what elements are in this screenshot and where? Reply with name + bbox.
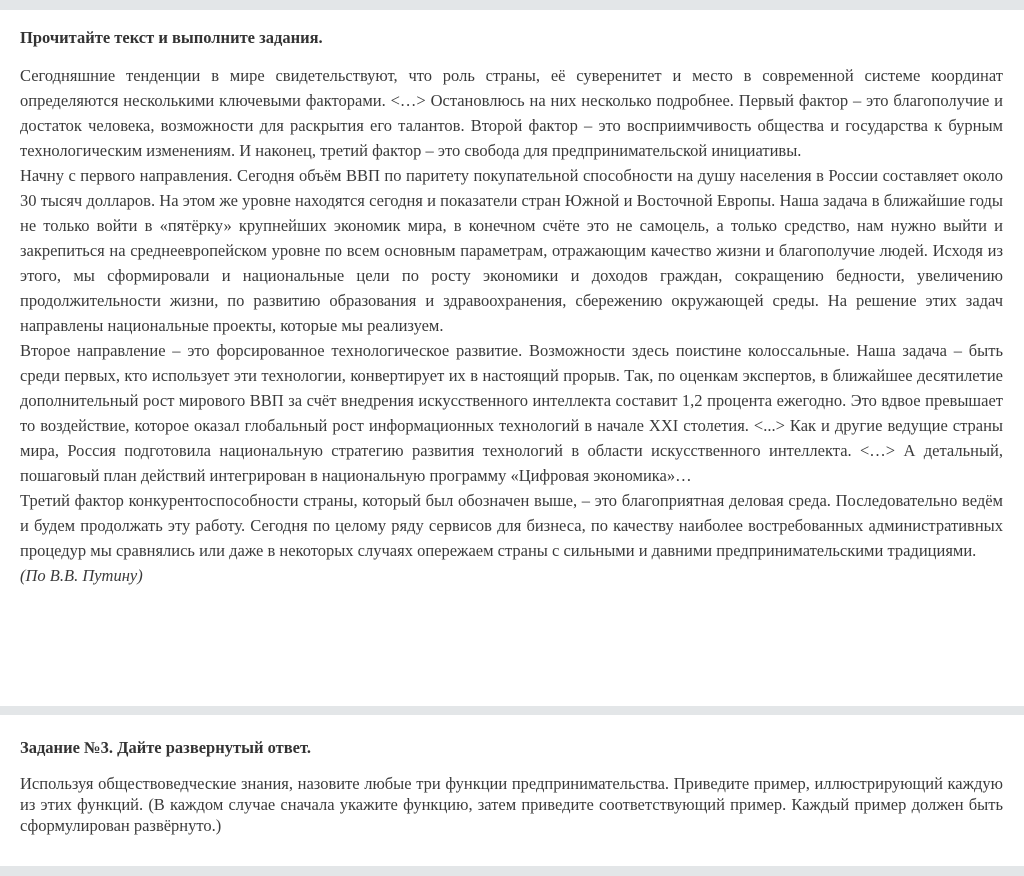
task-text: Используя обществоведческие знания, назовите любые три функции предпринимательства. Приведите пример, иллюстрирующий каждую из этих функций. (В каждом случае сначала укажите функцию, затем приведите соответствующий пример. Каждый пример должен быть сформулирован развёрнуто.) xyxy=(20,774,1003,835)
reading-heading: Прочитайте текст и выполните задания. xyxy=(20,28,323,47)
author-attribution: (По В.В. Путину) xyxy=(20,566,143,585)
reading-paragraph: Начну с первого направления. Сегодня объём ВВП по паритету покупательной способности на душу населения в России составляет около 30 тысяч долларов. На этом же уровне находятся сегодня и показатели стран Южной и Восточной Европы. Наша задача в ближайшие годы не только войти в «пятёрку» крупнейших экономик мира, в конечном счёте это не самоцель, а только средство, нам нужно выйти и закрепиться на среднеевропейском уровне по всем основным параметрам, отражающим качество жизни и благополучие людей. Исходя из этого, мы сформировали и национальные цели по росту экономики и доходов граждан, сокращению бедности, увеличению продолжительности жизни, по развитию образования и здравоохранения, сбережению окружающей среды. На решение этих задач направлены национальные проекты, которые мы реализуем. xyxy=(20,166,1003,335)
reading-paragraph: Третий фактор конкурентоспособности страны, который был обозначен выше, – это благоприятная деловая среда. Последовательно ведём и будем продолжать эту работу. Сегодня по целому ряду сервисов для бизнеса, по качеству наиболее востребованных административных процедур мы сравнялись или даже в некоторых случаях опережаем страны с сильными и давними предпринимательскими традициями. xyxy=(20,491,1003,560)
reading-paragraph: Второе направление – это форсированное технологическое развитие. Возможности здесь поистине колоссальные. Наша задача – быть среди первых, кто использует эти технологии, конвертирует их в настоящий прорыв. Так, по оценкам экспертов, в ближайшее десятилетие дополнительный рост мирового ВВП за счёт внедрения искусственного интеллекта составит 1,2 процента ежегодно. Это вдвое превышает то воздействие, которое оказал глобальный рост информационных технологий в начале XXI столетия. <...> Как и другие ведущие страны мира, Россия подготовила национальную стратегию развития технологий в области искусственного интеллекта. <…> А детальный, пошаговый план действий интегрирован в национальную программу «Цифровая экономика»… xyxy=(20,341,1003,485)
reading-paragraph: Сегодняшние тенденции в мире свидетельствуют, что роль страны, её суверенитет и место в современной системе координат определяются несколькими ключевыми факторами. <…> Остановлюсь на них несколько подробнее. Первый фактор – это благополучие и достаток человека, возможности для раскрытия его талантов. Второй фактор – это восприимчивость общества и государства к бурным технологическим изменениям. И наконец, третий фактор – это свобода для предпринимательской инициативы. xyxy=(20,66,1003,160)
task-heading: Задание №3. Дайте развернутый ответ. xyxy=(20,738,311,757)
reading-card xyxy=(0,10,1024,706)
task-card xyxy=(0,715,1024,866)
